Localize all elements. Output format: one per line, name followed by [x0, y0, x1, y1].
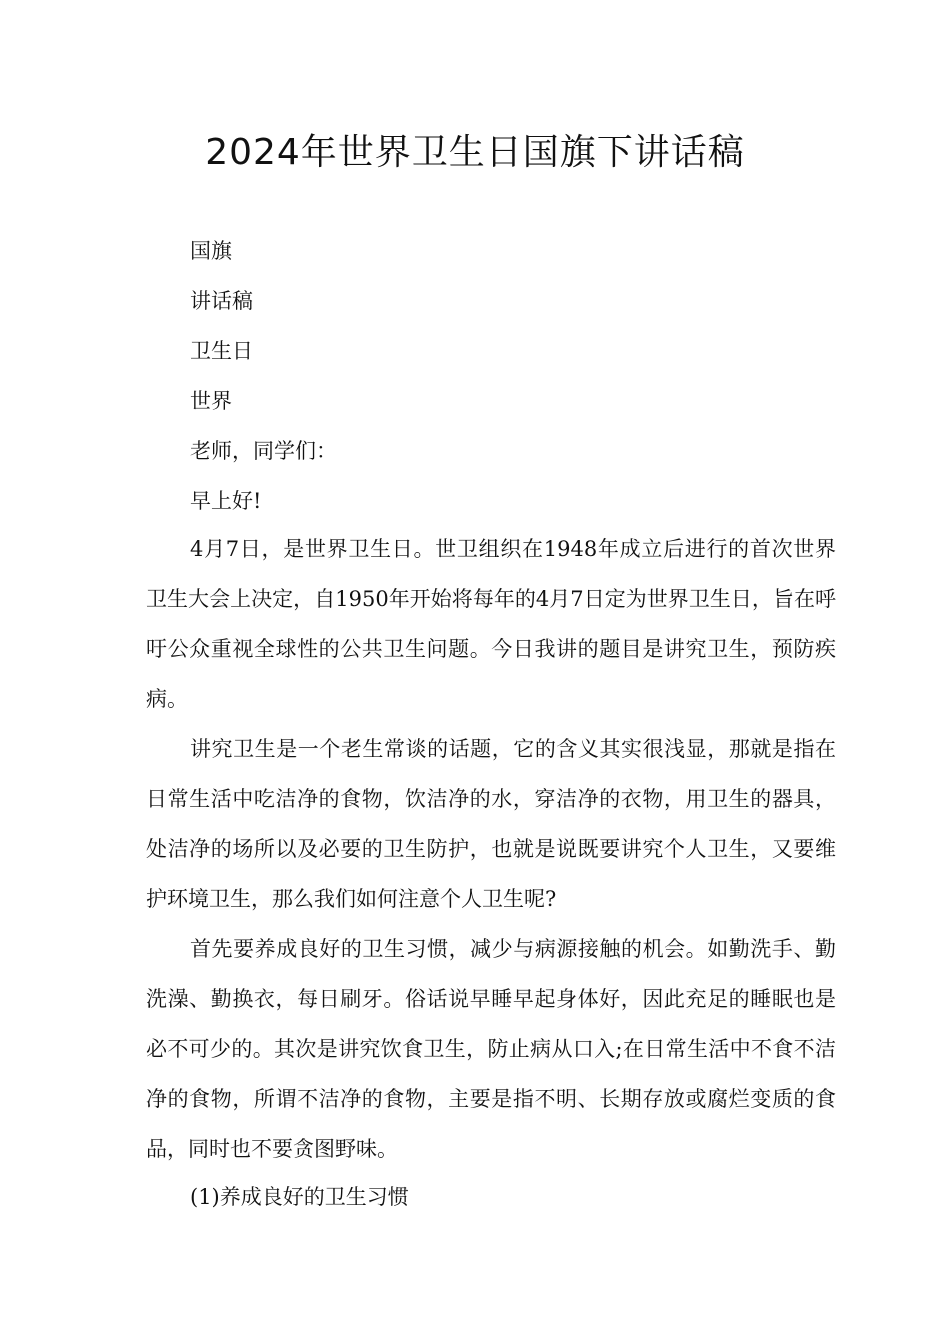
keyword-line: 卫生日 — [190, 339, 253, 363]
subheading: (1)养成良好的卫生习惯 — [190, 1185, 409, 1209]
keyword-line: 世界 — [190, 389, 232, 413]
greeting-line: 老师，同学们： — [190, 439, 337, 463]
keyword-line: 国旗 — [190, 239, 232, 263]
body-paragraph: 首先要养成良好的卫生习惯，减少与病源接触的机会。如勤洗手、勤洗澡、勤换衣，每日刷牙。俗话说早睡早起身体好，因此充足的睡眠也是必不可少的。其次是讲究饮食卫生，防止病从口入;在日常生活中不食不洁净的食物，所谓不洁净的食物，主要是指不明、长期存放或腐烂变质的食品，同时也不要贪图野味。 — [146, 937, 836, 1161]
document-title: 2024年世界卫生日国旗下讲话稿 — [205, 132, 745, 173]
body-paragraph: 4月7日，是世界卫生日。世卫组织在1948年成立后进行的首次世界卫生大会上决定，自1950年开始将每年的4月7日定为世界卫生日，旨在呼吁公众重视全球性的公共卫生问题。今日我讲的题目是讲究卫生，预防疾病。 — [146, 537, 836, 711]
morning-greeting: 早上好! — [190, 489, 262, 513]
body-paragraph: 讲究卫生是一个老生常谈的话题，它的含义其实很浅显，那就是指在日常生活中吃洁净的食物，饮洁净的水，穿洁净的衣物，用卫生的器具，处洁净的场所以及必要的卫生防护，也就是说既要讲究个人卫生，又要维护环境卫生，那么我们如何注意个人卫生呢? — [146, 737, 836, 911]
keyword-line: 讲话稿 — [190, 289, 253, 313]
